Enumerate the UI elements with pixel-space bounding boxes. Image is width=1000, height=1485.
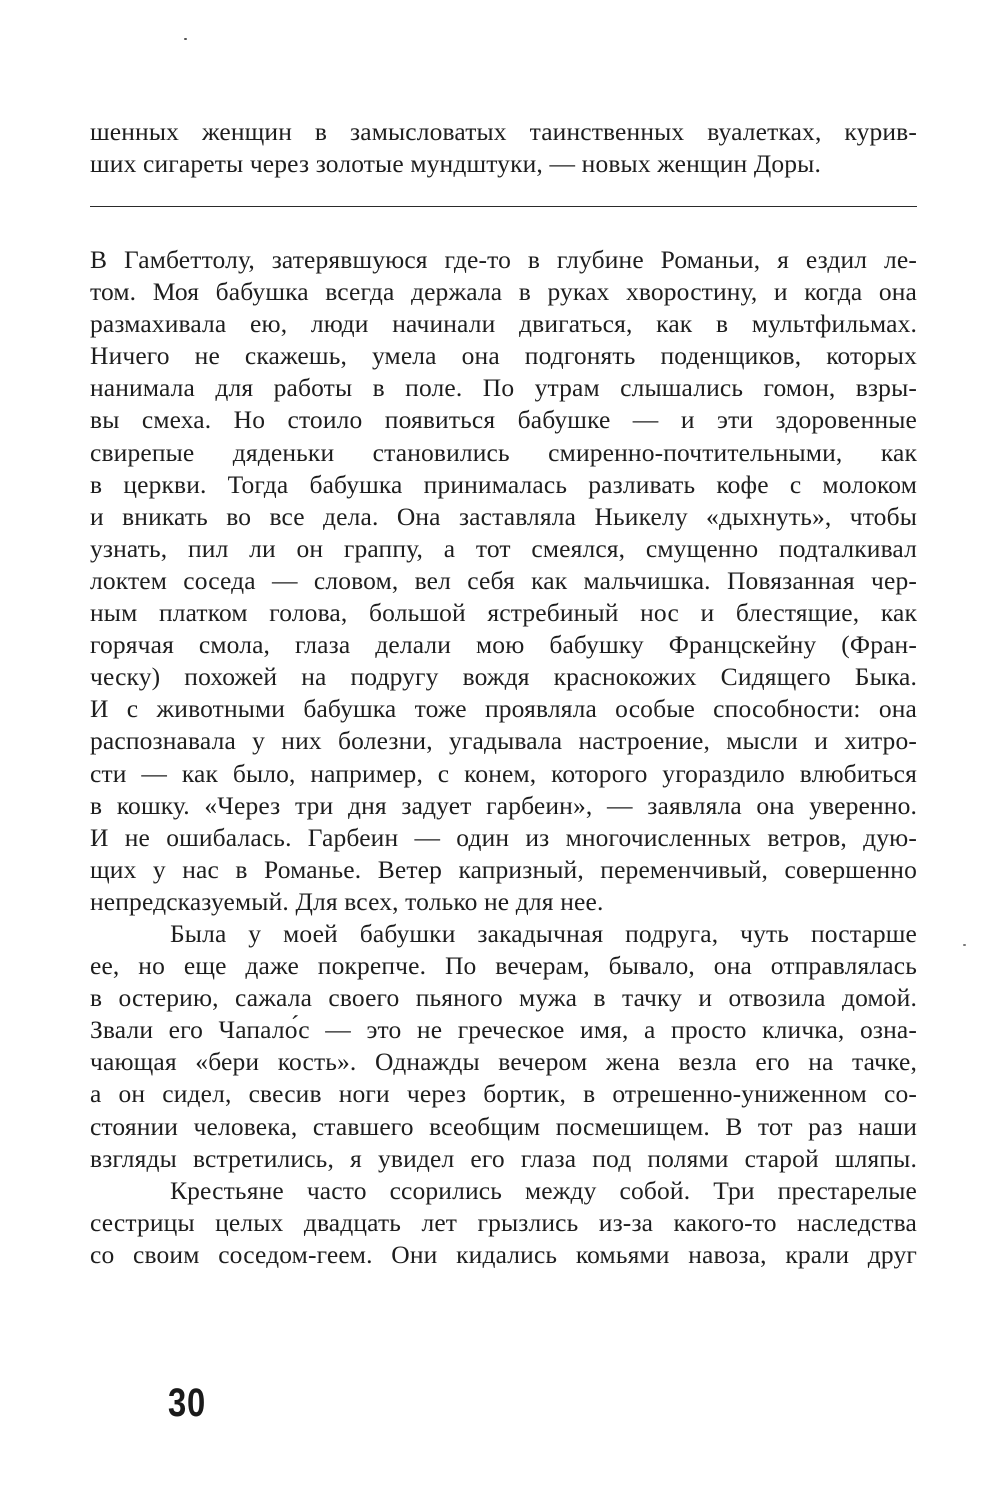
text-line: в церкви. Тогда бабушка принималась разливать кофе с молоком	[90, 469, 917, 499]
text-line: Звали его Чапало́с — это не греческое имя, а просто кличка, озна-	[90, 1015, 917, 1045]
text-line: и вникать во все дела. Она заставляла Ньикелу «дыхнуть», чтобы	[90, 501, 917, 531]
text-line: щих у нас в Романье. Ветер капризный, переменчивый, совершенно	[90, 854, 917, 884]
text-line: локтем соседа — словом, вел себя как мальчишка. Повязанная чер-	[90, 565, 917, 595]
text-line: В Гамбеттолу, затерявшуюся где-то в глубине Романьи, я ездил ле-	[90, 245, 917, 274]
text-line: стоянии человека, ставшего всеобщим посмешищем. В тот раз наши	[90, 1111, 917, 1141]
text-line: а он сидел, свесив ноги через бортик, в отрешенно-униженном со-	[90, 1079, 917, 1109]
text-line: нанимала для работы в поле. По утрам слышались гомон, взры-	[90, 373, 917, 403]
text-line: сестрицы целых двадцать лет грызлись из-за какого-то наследства	[90, 1207, 917, 1237]
text-line: Крестьяне часто ссорились между собой. Три престарелые	[170, 1175, 917, 1205]
text-line: И не ошибалась. Гарбеин — один из многочисленных ветров, дую-	[90, 822, 917, 852]
text-line: сти — как было, например, с конем, которого угораздило влюбиться	[90, 758, 917, 788]
top-text-fragment	[90, 116, 917, 180]
text-line: Была у моей бабушки закадычная подруга, чуть постарше	[170, 918, 917, 948]
text-line: вы смеха. Но стоило появиться бабушке — и эти здоровенные	[90, 405, 917, 435]
text-line: узнать, пил ли он граппу, а тот смеялся, смущенно подталкивал	[90, 533, 917, 563]
text-line: том. Моя бабушка всегда держала в руках хворостину, и когда она	[90, 277, 917, 307]
text-line: шенных женщин в замысловатых таинственных вуалетках, курив-	[90, 117, 917, 146]
text-line: ее, но еще даже покрепче. По вечерам, бывало, она отправлялась	[90, 951, 917, 981]
section-divider	[90, 206, 917, 207]
scan-speck	[184, 38, 187, 40]
page-number: 30	[168, 1381, 207, 1425]
text-line: в остерию, сажала своего пьяного мужа в тачку и отвозила домой.	[90, 983, 917, 1013]
text-line: Ничего не скажешь, умела она подгонять поденщиков, которых	[90, 341, 917, 371]
text-line: в кошку. «Через три дня задует гарбеин», — заявляла она уверенно.	[90, 790, 917, 820]
text-line: ным платком голова, большой ястребиный нос и блестящие, как	[90, 598, 917, 628]
text-line: свирепые дяденьки становились смиренно-почтительными, как	[90, 437, 917, 467]
text-line: размахивала ею, люди начинали двигаться, как в мультфильмах.	[90, 309, 917, 339]
text-line: взгляды встретились, я увидел его глаза под полями старой шляпы.	[90, 1143, 917, 1173]
text-line: горячая смола, глаза делали мою бабушку Францскейну (Фран-	[90, 630, 917, 660]
text-line: распознавала у них болезни, угадывала настроение, мысли и хитро-	[90, 726, 917, 756]
text-line: непредсказуемый. Для всех, только не для нее.	[90, 886, 604, 916]
main-text	[90, 244, 917, 1271]
text-line: ческу) похожей на подругу вождя краснокожих Сидящего Быка.	[90, 662, 917, 692]
text-line: ших сигареты через золотые мундштуки, — новых женщин Доры.	[90, 149, 821, 179]
text-line: И с животными бабушка тоже проявляла особые способности: она	[90, 694, 917, 724]
text-line: чающая «бери кость». Однажды вечером жена везла его на тачке,	[90, 1047, 917, 1077]
text-line: со своим соседом-геем. Они кидались комьями навоза, крали друг	[90, 1239, 917, 1269]
scan-speck	[963, 944, 966, 946]
